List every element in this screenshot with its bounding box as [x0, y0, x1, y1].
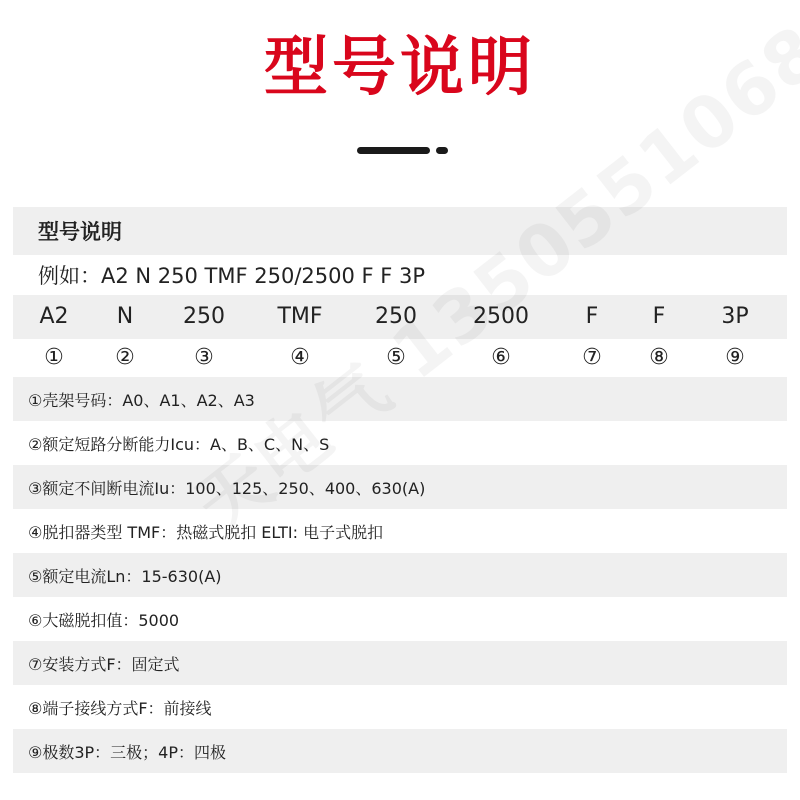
description-text: ⑦安装方式F：固定式	[28, 654, 180, 674]
code-cell: F	[652, 304, 666, 329]
description-row	[13, 553, 787, 597]
code-cell: 2500	[473, 304, 529, 329]
index-cell: ⑦	[582, 345, 602, 370]
description-text: ①壳架号码：A0、A1、A2、A3	[28, 390, 255, 410]
code-cell: A2	[39, 304, 69, 329]
index-cell: ⑥	[491, 345, 511, 370]
description-text: ⑤额定电流Ln：15-630(A)	[28, 566, 222, 586]
description-row	[13, 641, 787, 685]
code-cell: N	[116, 304, 134, 329]
code-cell: 3P	[721, 304, 749, 329]
code-row	[13, 295, 787, 339]
description-row	[13, 509, 787, 553]
description-row	[13, 421, 787, 465]
description-text: ④脱扣器类型 TMF：热磁式脱扣 ELTI: 电子式脱扣	[28, 522, 384, 542]
page-title: 型号说明	[264, 31, 536, 105]
example-text: 例如：A2 N 250 TMF 250/2500 F F 3P	[38, 264, 426, 288]
index-cell: ⑨	[725, 345, 745, 370]
description-row	[13, 685, 787, 729]
description-row	[13, 377, 787, 421]
index-cell: ⑧	[649, 345, 669, 370]
description-row	[13, 729, 787, 773]
title-divider-short	[436, 147, 448, 154]
table-heading-row	[13, 207, 787, 255]
code-cell: F	[585, 304, 599, 329]
description-row	[13, 597, 787, 641]
model-spec-table	[13, 207, 787, 773]
index-cell: ⑤	[386, 345, 406, 370]
description-text: ⑥大磁脱扣值：5000	[28, 610, 180, 630]
code-cell: 250	[375, 304, 417, 329]
title-divider-long	[357, 147, 430, 154]
index-cell: ④	[290, 345, 310, 370]
table-heading: 型号说明	[38, 220, 122, 244]
index-cell: ②	[115, 345, 135, 370]
description-text: ③额定不间断电流Iu：100、125、250、400、630(A)	[28, 478, 426, 498]
code-cell: TMF	[277, 304, 323, 329]
description-text: ⑨极数3P：三极；4P：四极	[28, 742, 227, 762]
index-row	[13, 339, 787, 377]
index-cell: ③	[194, 345, 214, 370]
code-cell: 250	[183, 304, 225, 329]
description-text: ②额定短路分断能力Icu：A、B、C、N、S	[28, 434, 330, 454]
example-row	[13, 255, 787, 295]
description-row	[13, 465, 787, 509]
description-text: ⑧端子接线方式F：前接线	[28, 698, 212, 718]
index-cell: ①	[44, 345, 64, 370]
